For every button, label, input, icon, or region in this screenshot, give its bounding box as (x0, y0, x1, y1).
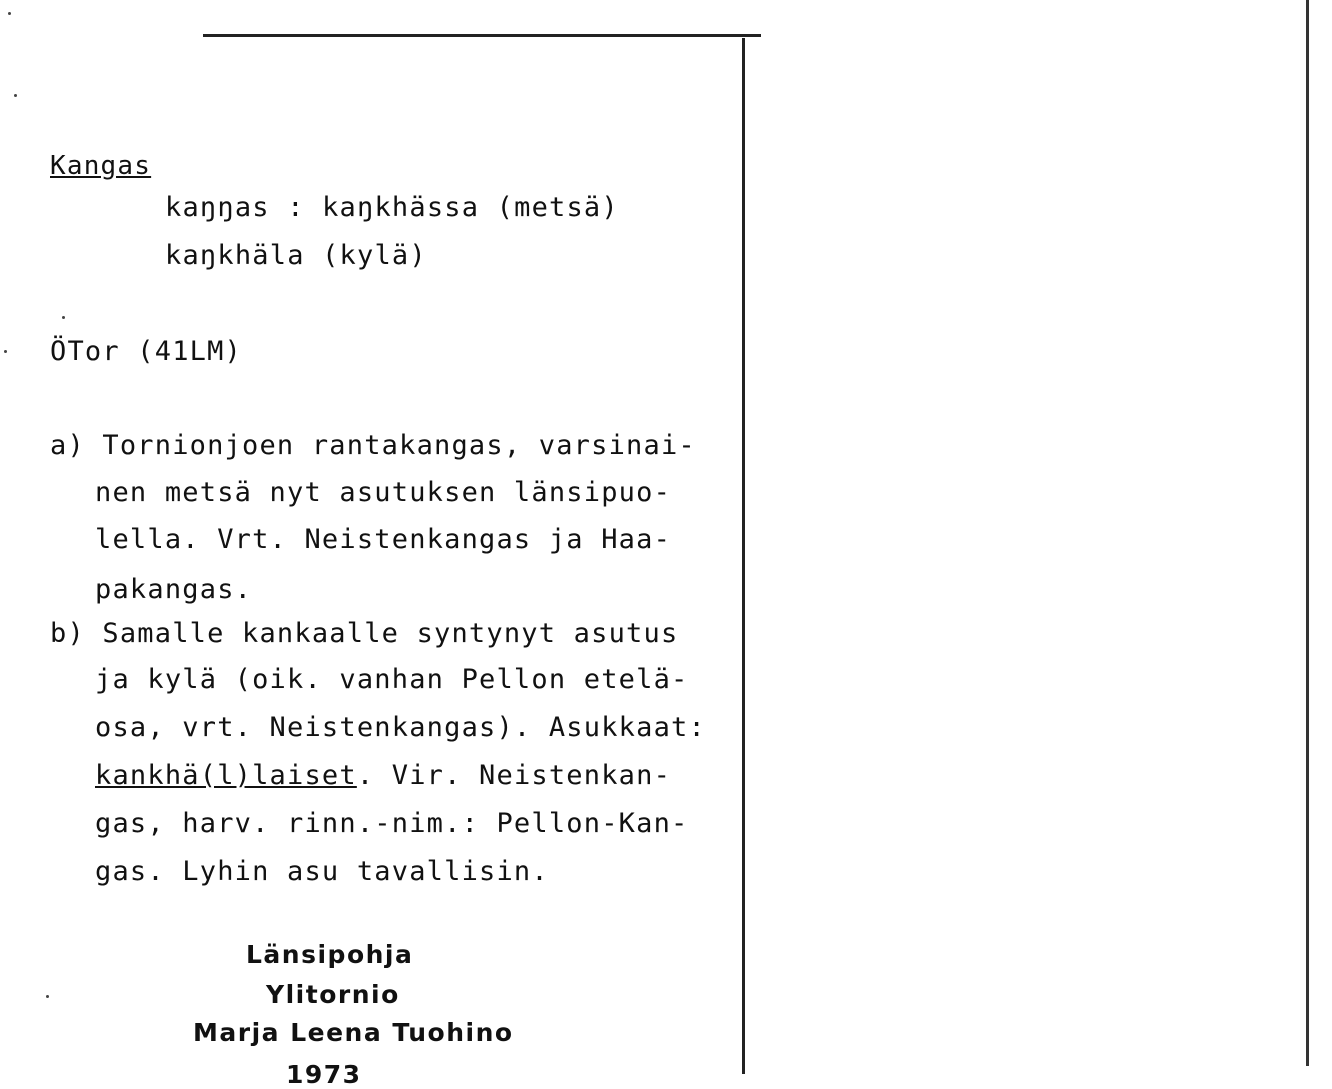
definition-line-7: osa, vrt. Neistenkangas). Asukkaat: (95, 712, 706, 743)
definition-line-8 (95, 760, 671, 792)
speck (4, 350, 7, 353)
stamp-year: 1973 (286, 1060, 362, 1089)
form-line-2: kaŋkhäla (kylä) (165, 240, 427, 271)
definition-line-5: b) Samalle kankaalle syntynyt asutus (50, 618, 679, 649)
right-edge-rule (1306, 0, 1309, 1066)
form-line-1: kaŋŋas : kaŋkhässa (metsä) (165, 192, 619, 223)
vertical-rule (742, 38, 745, 1074)
entry-heading: Kangas (50, 151, 152, 181)
definition-line-1: a) Tornionjoen rantakangas, varsinai- (50, 430, 696, 461)
inhabitant-name: kankhä(l)laiset (95, 760, 357, 791)
speck (8, 12, 11, 15)
speck (14, 94, 17, 97)
stamp-region: Länsipohja (246, 940, 414, 969)
speck (62, 316, 65, 319)
definition-line-10: gas. Lyhin asu tavallisin. (95, 856, 549, 887)
region-code: ÖTor (41LM) (50, 336, 243, 367)
definition-line-3: lella. Vrt. Neistenkangas ja Haa- (95, 524, 672, 555)
stamp-collector: Marja Leena Tuohino (193, 1018, 514, 1047)
definition-line-9: gas, harv. rinn.-nim.: Pellon-Kan- (95, 808, 689, 839)
top-rule (203, 34, 761, 37)
speck (46, 995, 49, 998)
stamp-parish: Ylitornio (266, 980, 400, 1009)
definition-line-2: nen metsä nyt asutuksen länsipuo- (95, 477, 672, 508)
definition-line-4: pakangas. (95, 574, 253, 605)
definition-line-8-rest: . Vir. Neistenkan- (356, 760, 672, 791)
definition-line-6: ja kylä (oik. vanhan Pellon etelä- (95, 664, 689, 695)
